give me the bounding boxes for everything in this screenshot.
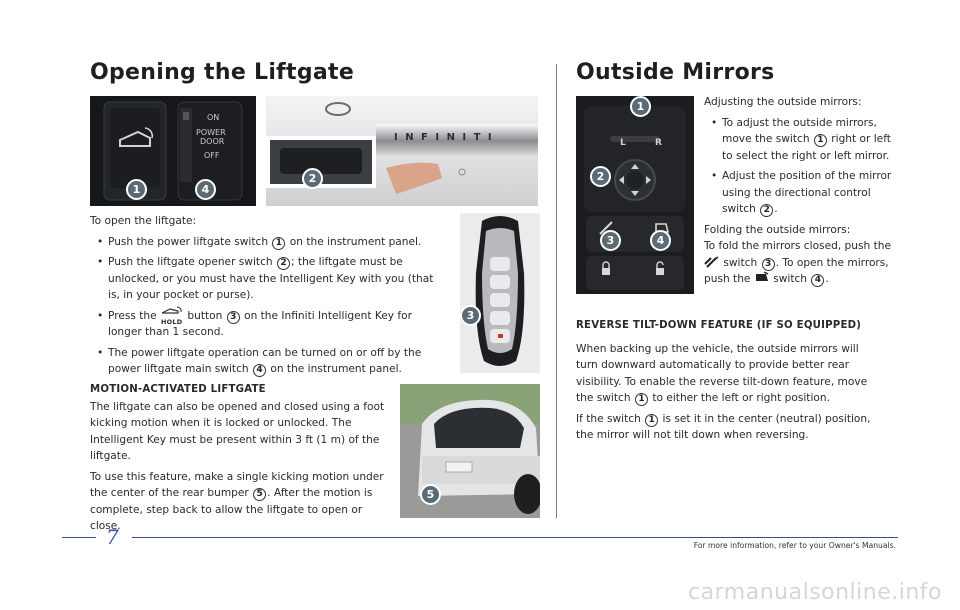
motion-p2-text-a: To use this feature, make a single kicking motion under the center of the rear bumper [90,470,384,499]
switch-label-door: DOOR [200,137,225,146]
rear-bumper-car-photo [400,384,540,518]
adjust-mirrors-heading: Adjusting the outside mirrors: [704,96,862,108]
motion-liftgate-paragraph-2 [90,469,390,535]
bullet2-text-a: Push the liftgate opener switch [108,256,273,268]
switch-label-power: POWER [196,128,226,137]
footer-note: For more information, refer to your Owner's Manuals. [693,541,896,550]
liftgate-section-title: Opening the Liftgate [90,60,355,85]
hold-icon-label: HOLD [161,317,183,326]
page-number: 7 [106,525,119,549]
bullet1-text-a: Push the power liftgate switch [108,235,269,248]
handle-photo-graphic [266,96,538,206]
bullet2-text-b: ; the liftgate must be unlocked, or you must have the Intelligent Key with you (that is, in your pocket or purse). [108,256,434,301]
rev-p1-text-a: When backing up the vehicle, the outside mirrors will turn downward automatically to provide better rear visibility. To enable the reverse tilt-down feature, move the switch [576,342,868,404]
mirror-instructions [704,94,900,292]
fold-text-a: To fold the mirrors closed, push the [704,240,891,252]
inline-mirror-callout-3: 3 [762,258,775,271]
liftgate-bullet-3 [90,308,446,341]
fold-text-b: switch [723,256,758,269]
mirror-callout-badge-3: 3 [600,230,621,251]
adj1-text-b: right or left to select the right or left mirror. [722,133,891,162]
adjust-bullet-1 [704,115,900,165]
motion-liftgate-section [90,382,390,539]
inline-callout-3: 3 [227,311,240,324]
power-liftgate-switch-photo [90,96,256,206]
mirror-open-icon [754,271,770,284]
liftgate-bullet-2 [90,254,446,304]
bullet1-text-b: on the instrument panel. [289,235,422,248]
callout-badge-5: 5 [420,484,441,505]
liftgate-bullet-4 [90,345,446,378]
reverse-tilt-paragraph-1 [576,341,882,407]
motion-p2-text-b: . After the motion is complete, step back to allow the liftgate to open or close. [90,487,373,532]
reverse-tilt-section [576,318,882,448]
intelligent-key-photo [460,213,540,373]
mirror-control-photo [576,96,694,294]
key-photo-graphic [460,213,540,373]
inline-callout-2: 2 [277,257,290,270]
rev-p2-text-b: is set it in the center (neutral) position, the mirror will not tilt down when reversing. [576,412,871,441]
reverse-tilt-paragraph-2 [576,411,882,444]
mirror-photo-graphic [576,96,694,294]
rev-p1-text-b: to either the left or right position. [652,392,830,404]
liftgate-instructions [90,213,446,382]
adjust-mirrors-list [704,115,900,218]
site-watermark: carmanualsonline.info [688,580,942,605]
fold-text-d: switch [773,273,808,285]
adj2-text-a: Adjust the position of the mirror using the directional control switch [722,170,892,215]
mirror-fold-icon [704,255,720,269]
mirror-label-l: L [620,138,626,148]
adj2-text-b: . [774,203,778,215]
adjust-bullet-2 [704,168,900,218]
liftgate-intro: To open the liftgate: [90,215,197,227]
mirror-callout-badge-4: 4 [650,230,671,251]
mirror-callout-badge-2: 2 [590,166,611,187]
bullet4-text-a: The power liftgate operation can be turned on or off by the power liftgate main switch [108,346,422,375]
fold-mirrors-heading: Folding the outside mirrors: [704,223,851,236]
motion-liftgate-heading: MOTION-ACTIVATED LIFTGATE [90,384,266,395]
motion-liftgate-paragraph-1: The liftgate can also be opened and closed using a foot kicking motion when it is locked or unlocked. The Intelligent Key must be present within 3 ft (1 m) of the liftgate. [90,400,385,462]
fold-text-c: . To open the mirrors, push the [704,256,889,285]
rev-p2-text-a: If the switch [576,412,641,425]
inline-rev-callout-1: 1 [635,393,648,406]
inline-rev-callout-1b: 1 [645,414,658,427]
mirror-callout-badge-1: 1 [630,96,651,117]
inline-callout-4: 4 [253,364,266,377]
inline-mirror-callout-4: 4 [811,274,824,287]
footer-rule-left [62,537,96,538]
column-divider [556,64,557,518]
liftgate-bullet-1 [90,234,446,251]
inline-mirror-callout-1: 1 [814,134,827,147]
footer-rule-right [132,537,898,538]
bullet3-text-a: Press the [108,309,157,322]
infiniti-emblem-text: I N F I N I T I [394,132,494,143]
callout-badge-3: 3 [460,305,481,326]
callout-badge-1: 1 [126,179,147,200]
inline-mirror-callout-2: 2 [760,204,773,217]
inline-callout-1: 1 [272,237,285,250]
liftgate-hold-icon [160,308,184,326]
switch-label-off: OFF [204,151,220,160]
bullet3-text-c: on the Infiniti Intelligent Key for longer than 1 second. [108,309,413,338]
inline-callout-5: 5 [253,488,266,501]
fold-text-e: . [825,273,829,285]
switch-photo-graphic [90,96,256,206]
mirrors-section-title: Outside Mirrors [576,60,775,85]
bullet3-text-b: button [187,309,223,322]
reverse-tilt-heading: REVERSE TILT-DOWN FEATURE (IF SO EQUIPPED) [576,320,862,331]
liftgate-bullet-list [90,234,446,378]
fold-mirrors-paragraph [704,238,900,288]
callout-badge-4: 4 [195,179,216,200]
mirror-label-r: R [655,138,662,148]
liftgate-handle-photo [266,96,538,206]
bullet4-text-b: on the instrument panel. [270,363,402,375]
switch-label-on: ON [207,113,220,122]
callout-badge-2: 2 [302,168,323,189]
adj1-text-a: To adjust the outside mirrors, move the switch [722,116,877,145]
